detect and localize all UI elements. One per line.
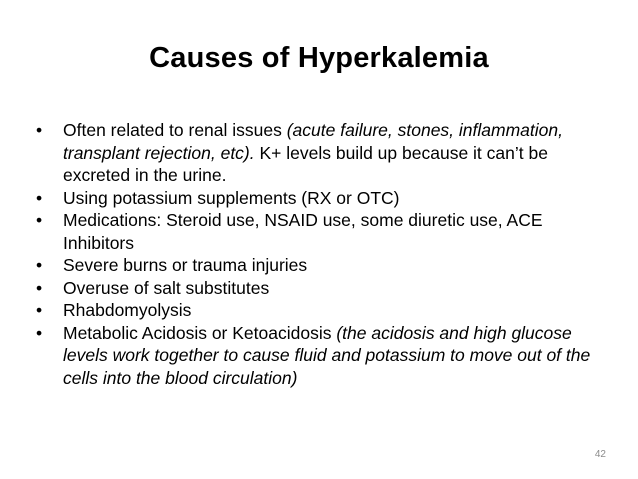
bullet-icon: •: [36, 120, 43, 140]
bullet-text: Metabolic Acidosis or Ketoacidosis: [63, 322, 337, 343]
bullet-icon: •: [36, 210, 43, 230]
bullet-list: [36, 119, 596, 389]
bullet-icon: •: [36, 187, 43, 208]
bullet-icon: •: [36, 300, 43, 320]
list-item: [36, 299, 596, 322]
bullet-text: Using potassium supplements (RX or OTC): [63, 187, 400, 208]
bullet-text: Rhabdomyolysis: [63, 300, 192, 320]
page-number: 42: [594, 449, 606, 460]
slide-title: Causes of Hyperkalemia: [149, 42, 489, 74]
bullet-icon: •: [36, 255, 43, 275]
bullet-icon: •: [36, 277, 43, 298]
list-item: [36, 322, 596, 390]
list-item: [36, 187, 596, 210]
bullet-italic-text: (the acidosis and high glucose levels work together to cause fluid and potassium to move out of the cells into the blood circulation): [63, 322, 591, 388]
bullet-text: Medications: Steroid use, NSAID use, some diuretic use, ACE Inhibitors: [63, 210, 543, 253]
bullet-text-after: K+ levels build up because it can’t be excreted in the urine.: [63, 142, 548, 185]
list-item: [36, 119, 596, 187]
bullet-italic-text: (acute failure, stones, inflammation, transplant rejection, etc).: [63, 120, 563, 163]
list-item: [36, 209, 596, 254]
list-item: [36, 254, 596, 277]
bullet-text: Severe burns or trauma injuries: [63, 255, 308, 275]
list-item: [36, 277, 596, 300]
bullet-icon: •: [36, 322, 43, 343]
bullet-text: Overuse of salt substitutes: [63, 277, 270, 298]
bullet-text: Often related to renal issues: [63, 120, 287, 140]
